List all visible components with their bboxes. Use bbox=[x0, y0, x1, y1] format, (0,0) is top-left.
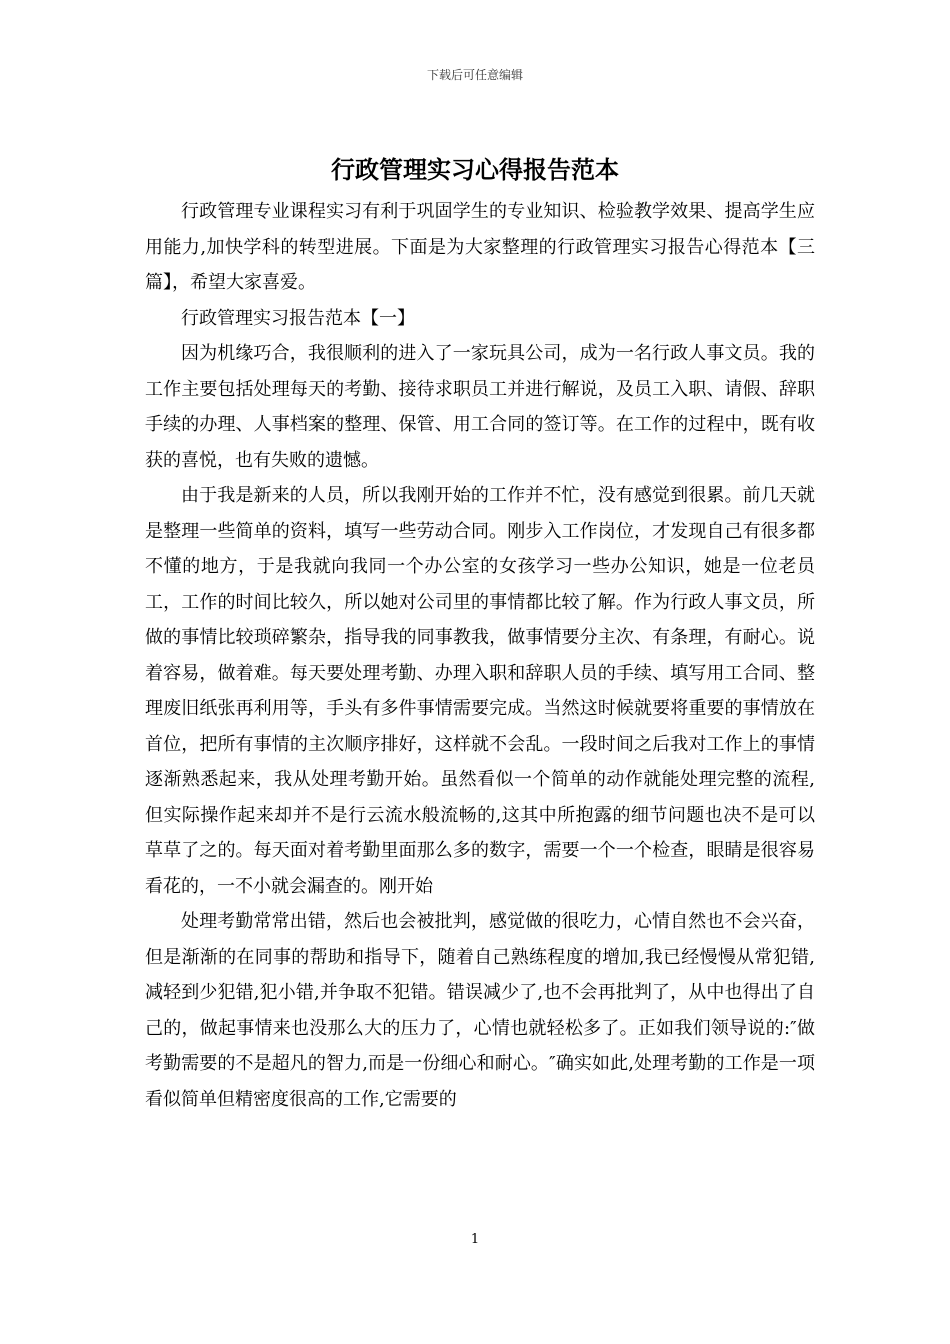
paragraph: 处理考勤常常出错，然后也会被批判，感觉做的很吃力，心情自然也不会兴奋，但是渐渐的在同事的帮助和指导下，随着自己熟练程度的增加,我已经慢慢从常犯错,减轻到少犯错,犯小错,并争取不犯错。错误减少了,也不会再批判了，从中也得出了自己的，做起事情来也没那么大的压力了，心情也就轻松多了。正如我们领导说的:″做考勤需要的不是超凡的智力,而是一份细心和耐心。″确实如此,处理考勤的工作是一项看似简单但精密度很高的工作,它需要的 bbox=[145, 911, 815, 1110]
paragraph: 因为机缘巧合，我很顺利的进入了一家玩具公司，成为一名行政人事文员。我的工作主要包括处理每天的考勤、接待求职员工并进行解说，及员工入职、请假、辞职手续的办理、人事档案的整理、保管、用工合同的签订等。在工作的过程中，既有收获的喜悦，也有失败的遗憾。 bbox=[145, 343, 815, 471]
document-body bbox=[145, 194, 815, 1117]
document-title: 行政管理实习心得报告范本 bbox=[331, 155, 619, 184]
page-header: 下载后可任意编辑 bbox=[426, 68, 523, 82]
paragraph: 由于我是新来的人员，所以我刚开始的工作并不忙，没有感觉到很累。前几天就是整理一些简单的资料，填写一些劳动合同。刚步入工作岗位，才发现自己有很多都不懂的地方，于是我就向我同一个办公室的女孩学习一些办公知识，她是一位老员工，工作的时间比较久，所以她对公司里的事情都比较了解。作为行政人事文员，所做的事情比较琐碎繁杂，指导我的同事教我，做事情要分主次、有条理，有耐心。说着容易，做着难。每天要处理考勤、办理入职和辞职人员的手续、填写用工合同、整理废旧纸张再利用等，手头有多件事情需要完成。当然这时候就要将重要的事情放在首位，把所有事情的主次顺序排好，这样就不会乱。一段时间之后我对工作上的事情逐渐熟悉起来，我从处理考勤开始。虽然看似一个简单的动作就能处理完整的流程,但实际操作起来却并不是行云流水般流畅的,这其中所抱露的细节问题也决不是可以草草了之的。每天面对着考勤里面那么多的数字，需要一个一个检查，眼睛是很容易看花的，一不小就会漏查的。刚开始 bbox=[145, 485, 815, 897]
page-number: 1 bbox=[470, 1232, 480, 1247]
section-heading: 行政管理实习报告范本【一】 bbox=[181, 307, 415, 329]
paragraph-intro: 行政管理专业课程实习有利于巩固学生的专业知识、检验教学效果、提高学生应用能力,加快学科的转型进展。下面是为大家整理的行政管理实习报告心得范本【三篇】，希望大家喜爱。 bbox=[145, 201, 815, 293]
